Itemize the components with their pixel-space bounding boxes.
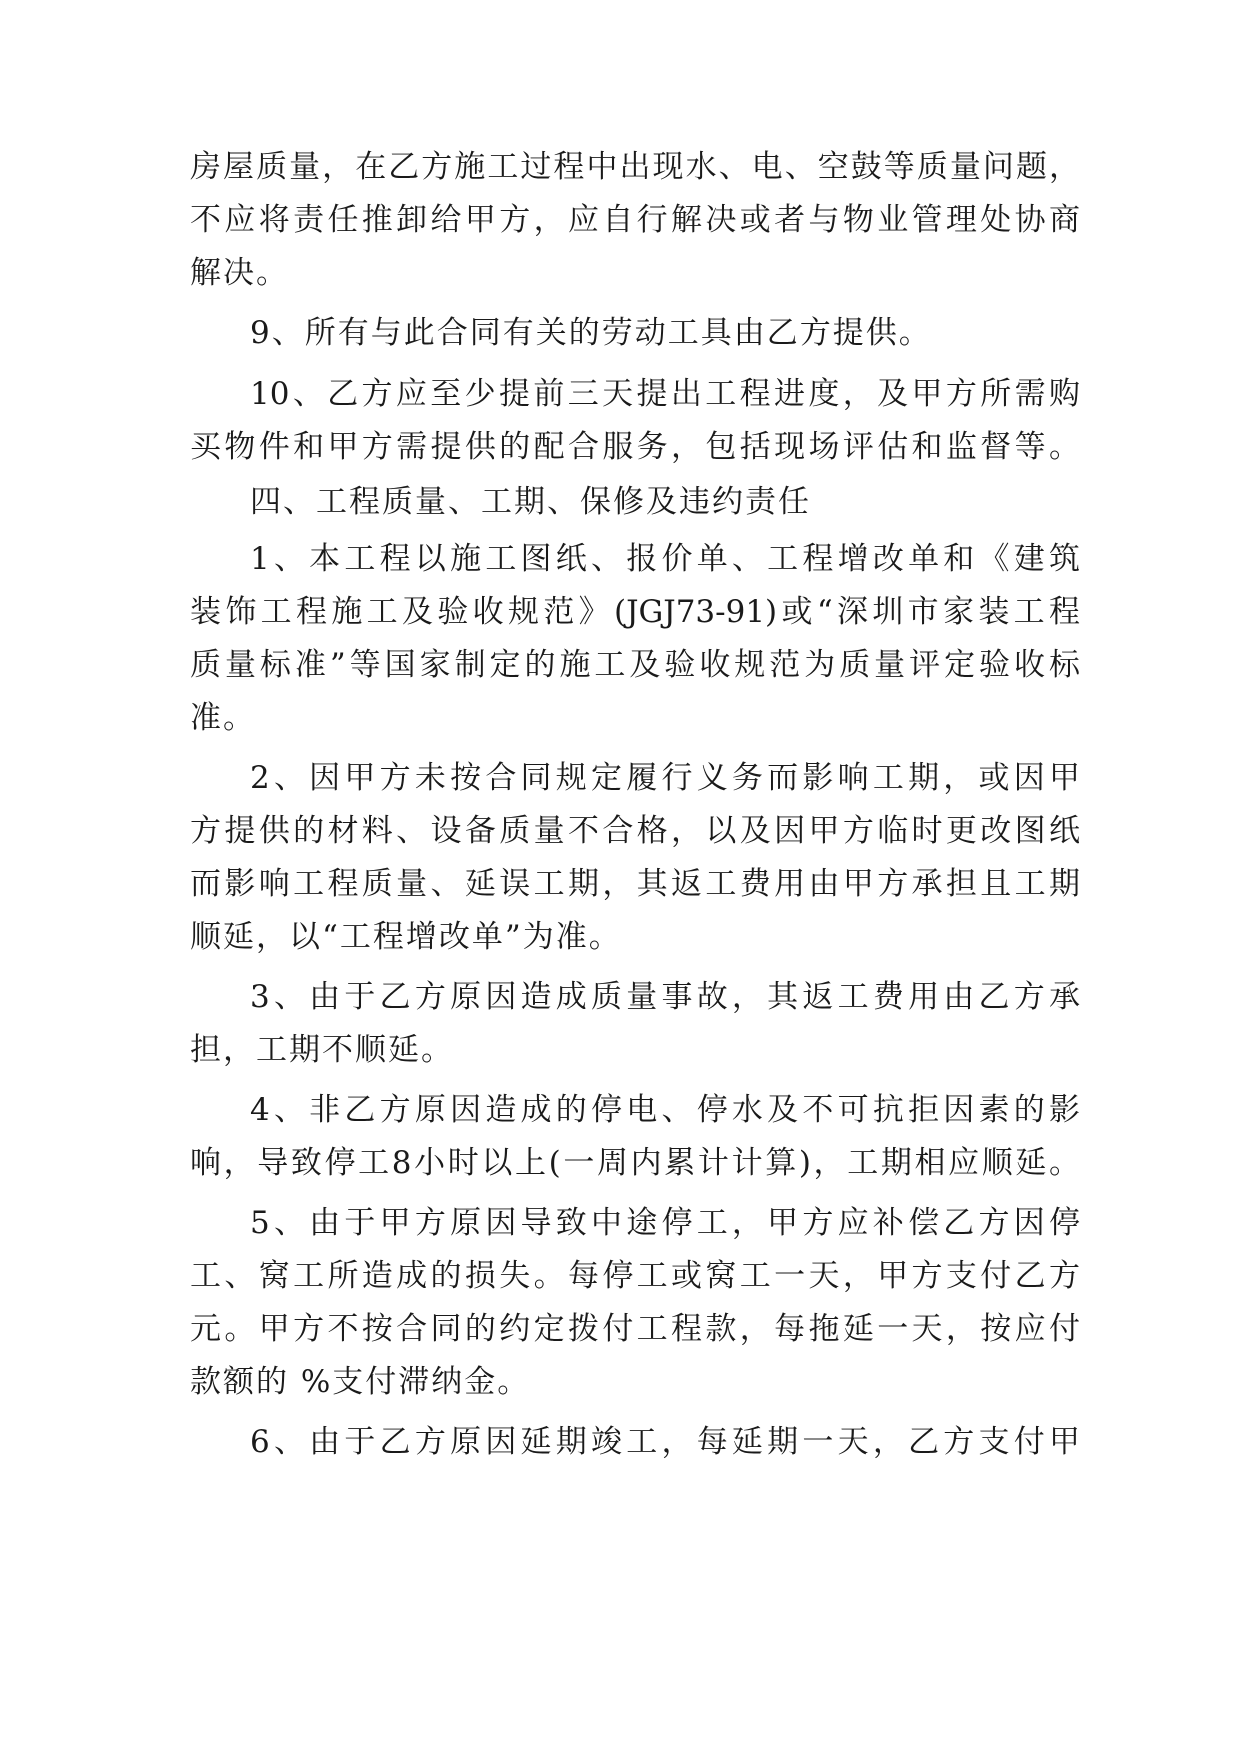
- text-line: 而影响工程质量、延误工期，其返工费用由甲方承担且工期: [190, 866, 1080, 902]
- text-line: 9、所有与此合同有关的劳动工具由乙方提供。: [250, 315, 932, 351]
- section-heading: 四、工程质量、工期、保修及违约责任: [250, 484, 811, 520]
- text-line: 3、由于乙方原因造成质量事故，其返工费用由乙方承: [250, 979, 1080, 1015]
- text-line: 解决。: [190, 255, 289, 291]
- text-line: 6、由于乙方原因延期竣工，每延期一天，乙方支付甲: [250, 1424, 1080, 1460]
- text-line: 顺延，以“工程增改单”为准。: [190, 919, 622, 955]
- text-line: 1、本工程以施工图纸、报价单、工程增改单和《建筑: [250, 541, 1080, 577]
- text-line: 响，导致停工8小时以上(一周内累计计算)，工期相应顺延。: [190, 1145, 1080, 1181]
- text-line: 方提供的材料、设备质量不合格，以及因甲方临时更改图纸: [190, 813, 1080, 849]
- text-line: 工、窝工所造成的损失。每停工或窝工一天，甲方支付乙方: [190, 1258, 1080, 1294]
- text-line: 不应将责任推卸给甲方，应自行解决或者与物业管理处协商: [190, 202, 1080, 238]
- text-line: 房屋质量，在乙方施工过程中出现水、电、空鼓等质量问题，: [190, 149, 1080, 185]
- text-line: 装饰工程施工及验收规范》(JGJ73-91)或“深圳市家装工程: [190, 594, 1080, 630]
- text-line: 担，工期不顺延。: [190, 1032, 454, 1068]
- text-line: 款额的 %支付滞纳金。: [190, 1364, 531, 1400]
- text-line: 买物件和甲方需提供的配合服务，包括现场评估和监督等。: [190, 429, 1080, 465]
- text-line: 10、乙方应至少提前三天提出工程进度，及甲方所需购: [250, 376, 1080, 412]
- text-line: 5、由于甲方原因导致中途停工，甲方应补偿乙方因停: [250, 1205, 1080, 1241]
- text-line: 元。甲方不按合同的约定拨付工程款，每拖延一天，按应付: [190, 1311, 1080, 1347]
- text-line: 质量标准”等国家制定的施工及验收规范为质量评定验收标: [190, 647, 1080, 683]
- text-line: 准。: [190, 700, 256, 736]
- text-line: 2、因甲方未按合同规定履行义务而影响工期，或因甲: [250, 760, 1080, 796]
- text-line: 4、非乙方原因造成的停电、停水及不可抗拒因素的影: [250, 1092, 1080, 1128]
